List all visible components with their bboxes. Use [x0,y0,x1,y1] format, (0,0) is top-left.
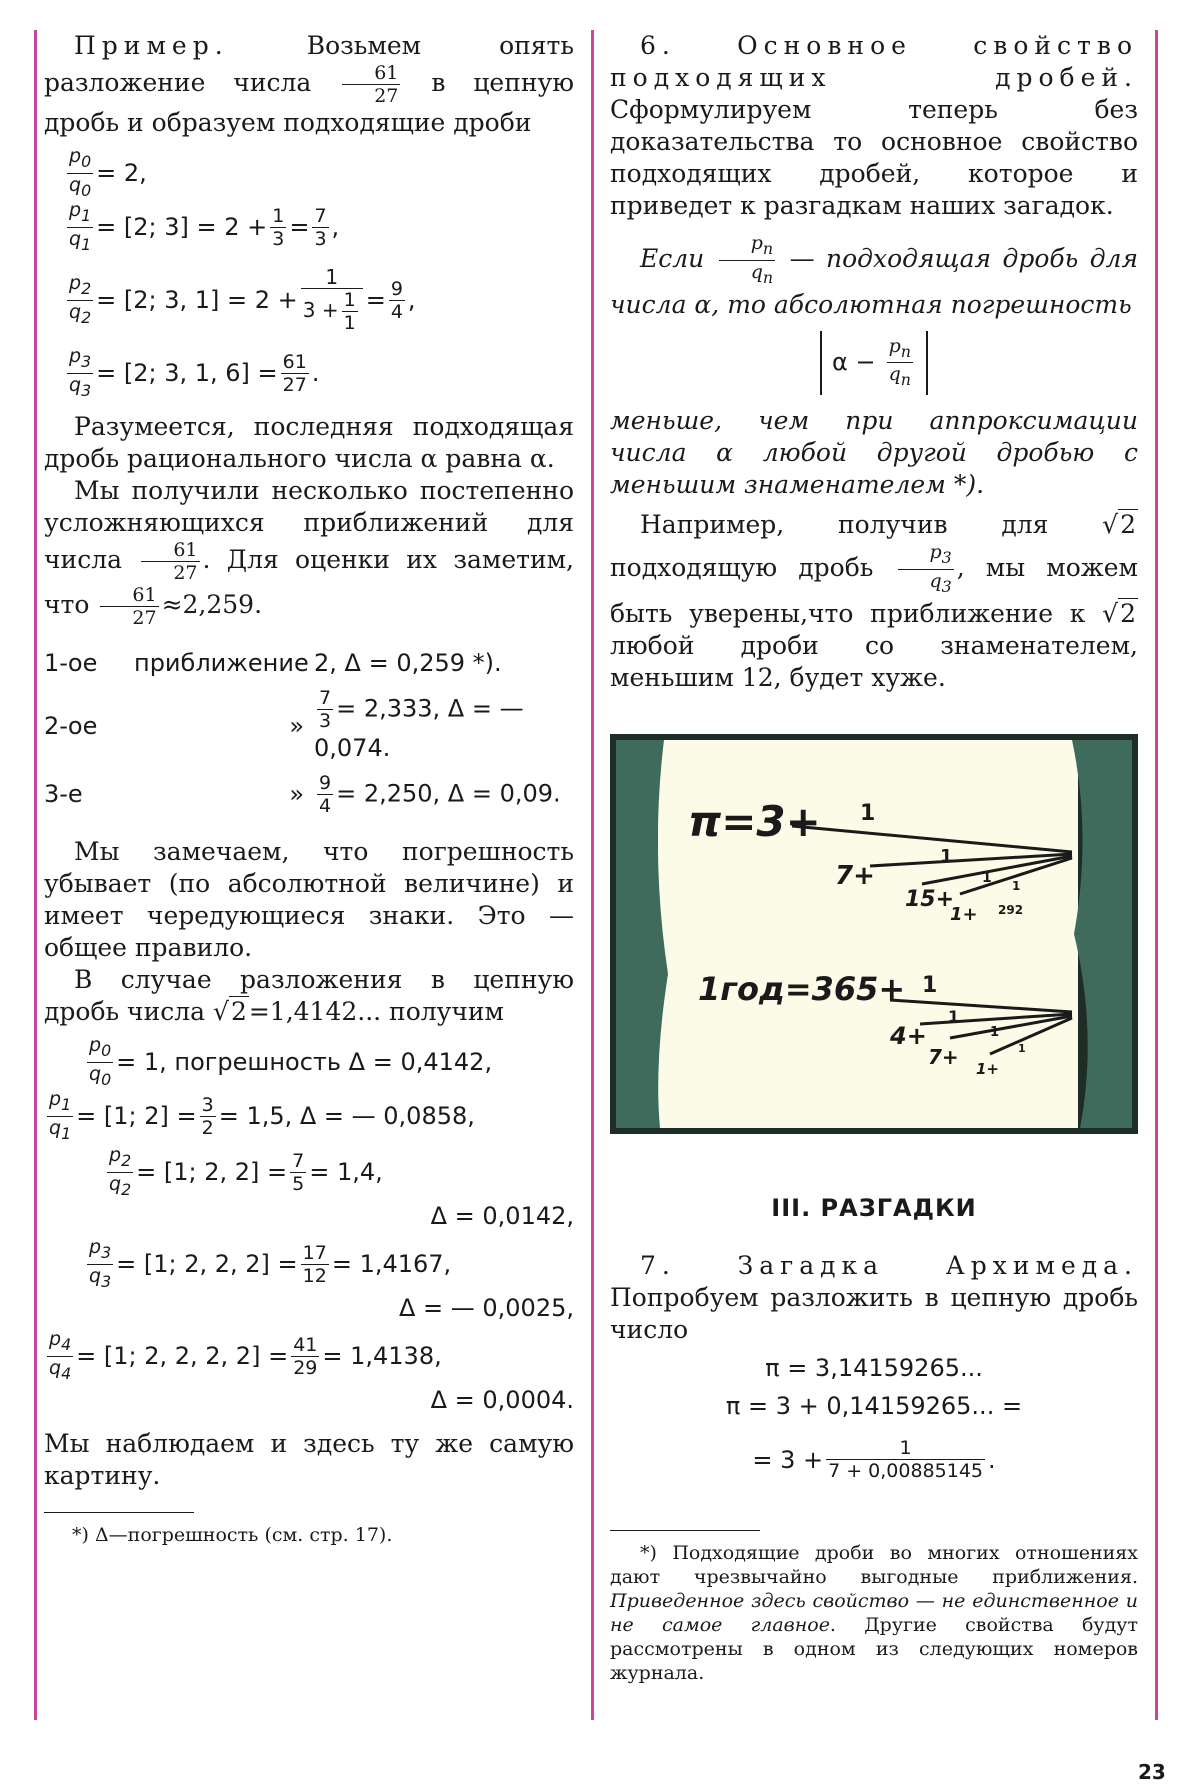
convergent-2: $\frac{p_2}{q_2}$ = [2; 3, 1] = 2 + 1 3 + $\frac{1}{1}$ = $\frac{9}{4}$ , [69,265,416,334]
svg-text:1: 1 [1018,1041,1026,1055]
sqrt-convergent-4: $\frac{p_4}{q_4}$ = [1; 2, 2, 2, 2] = $\frac{41}{29}$ = 1,4138, [49,1327,442,1383]
pi-line-3: = 3 + $\frac{1}{7 + 0,00885145}$ . [752,1437,996,1483]
convergent-3: $\frac{p_3}{q_3}$ = [2; 3, 1, 6] = $\frac{61}{27}$ . [69,344,320,400]
example-sqrt2-paragraph: Например, получив для √2 подходящую дробь $\frac{p_3}{q_3}$ , мы можем быть уверены,что приближение к √2 любой дроби со знаменателем, меньшим 12, будет хуже. [610,510,1139,692]
svg-text:15+: 15+ [905,886,955,912]
pi-line-2: π = 3 + 0,14159265... = [725,1391,1023,1420]
section-7-title: 7. Загадка Архимеда. [640,1250,1138,1280]
convergent-1: $\frac{p_1}{q_1}$ = [2; 3] = 2 + $\frac{1}{3}$ = $\frac{7}{3}$ , [69,198,340,254]
svg-text:1: 1 [1012,878,1021,893]
page-number: 23 [1138,1760,1166,1784]
svg-text:7+: 7+ [835,860,875,891]
svg-text:1: 1 [860,800,876,826]
approx-row: 2-ое » $\frac{7}{3}$ = 2,333, Δ = —0,074. [44,687,524,762]
footnote-divider [44,1512,194,1513]
sqrt-convergent-1: $\frac{p_1}{q_1}$ = [1; 2] = $\frac{3}{2}$ = 1,5, Δ = — 0,0858, [49,1087,475,1143]
approx-row: 3-е » $\frac{9}{4}$ = 2,250, Δ = 0,09. [44,771,561,817]
sqrt-symbol: √2 [213,997,247,1026]
sqrt-convergent-2: $\frac{p_2}{q_2}$ = [1; 2, 2] = $\frac{7}{5}$ = 1,4, [109,1143,383,1199]
sqrt-delta-4: Δ = 0,0004. [430,1386,574,1414]
absolute-error-formula [610,331,1138,396]
approximation-table [44,641,574,822]
sqrt-convergent-3: $\frac{p_3}{q_3}$ = [1; 2, 2, 2] = $\frac{17}{12}$ = 1,4167, [89,1235,452,1291]
right-margin-rule [1155,30,1158,1720]
blackboard-illustration [610,734,1138,1134]
svg-text:1: 1 [922,972,938,998]
example-title: Пример. [74,31,229,60]
svg-text:7+: 7+ [928,1044,959,1069]
theorem-conclusion: меньше, чем при аппроксимации числа α любой другой дробью с меньшим знаменателем *). [610,406,1138,500]
section-6-title: 6. Основное свойство подходящих дробей. [610,31,1138,92]
paragraph-last-convergent: Разумеется, последняя подходящая дробь рационального числа α равна α. [44,412,574,473]
pi-expansion [610,1352,1138,1490]
left-column [44,30,574,1547]
right-column [610,30,1138,1685]
svg-text:4+: 4+ [890,1021,927,1050]
theorem-paragraph: Если $\frac{p_n}{q_n}$ — подходящая дробь для числа α, то абсолютная погрешность [610,232,1139,319]
svg-text:1+: 1+ [950,903,978,925]
fraction-61-27: $\frac{61}{27}$ [342,62,400,107]
sqrt-delta-2: Δ = 0,0142, [430,1202,574,1230]
footnote-divider [610,1530,760,1531]
paragraph-sqrt2: В случае разложения в цепную дробь числа √2=1,4142... получим [44,965,574,1026]
approx-row: 1-ое приближение 2, Δ = 0,259 *). [44,649,502,677]
absolute-value-bars: α − $\frac{p_n}{q_n}$ [820,331,928,396]
pi-line-1: π = 3,14159265... [765,1353,983,1382]
svg-text:1: 1 [982,869,992,886]
paragraph-same-picture: Мы наблюдаем и здесь ту же самую картину. [44,1429,574,1490]
paragraph-approximations: Мы получили несколько постепенно усложняющихся приближений для числа $\frac{61}{27}$ . Для оценки их заметим, что $\frac{61}{27}$ ≈2,259. [44,476,575,629]
pi-expression: π=3+ [688,796,821,846]
svg-text:1: 1 [948,1006,960,1026]
paragraph-general-rule: Мы замечаем, что погрешность убывает (по абсолютной величине) и имеет чередующиеся знаки. Это — общее правило. [44,837,574,962]
sqrt-convergent-0: $\frac{p_0}{q_0}$ = 1, погрешность Δ = 0,4142, [89,1033,493,1089]
section-heading: III. РАЗГАДКИ [771,1193,977,1222]
convergents-61-27 [44,144,574,403]
sqrt2-convergents [44,1033,574,1420]
section-6-paragraph: 6. Основное свойство подходящих дробей. Сформулируем теперь без доказательства то основное свойство подходящих дробей, которое и приведет к разгадкам наших загадок. [610,31,1138,220]
svg-text:1+: 1+ [976,1059,1000,1078]
section-7-paragraph: 7. Загадка Архимеда. Попробуем разложить в цепную дробь число [610,1250,1138,1344]
svg-text:1: 1 [990,1024,1000,1040]
left-margin-rule [34,30,37,1720]
example-paragraph: Пример. Возьмем опять разложение числа $\frac{61}{27}$ в цепную дробь и образуем подходящие дроби [44,31,575,137]
center-column-rule [591,30,594,1720]
year-expression: 1год=365+ [698,969,906,1008]
sqrt-delta-3: Δ = — 0,0025, [398,1294,574,1322]
footnote-delta: *) Δ—погрешность (см. стр. 17). [72,1524,393,1546]
svg-text:1: 1 [940,845,953,867]
footnote-convergents: *) Подходящие дроби во многих отношениях дают чрезвычайно выгодные приближения. Приведенное здесь свойство — не единственное и не самое главное. Другие свойства будут рассмотрены в одном из следующих номеров журнала. [610,1541,1138,1684]
convergent-0: $\frac{p_0}{q_0}$ = 2, [69,144,147,200]
svg-text:292: 292 [998,902,1024,917]
